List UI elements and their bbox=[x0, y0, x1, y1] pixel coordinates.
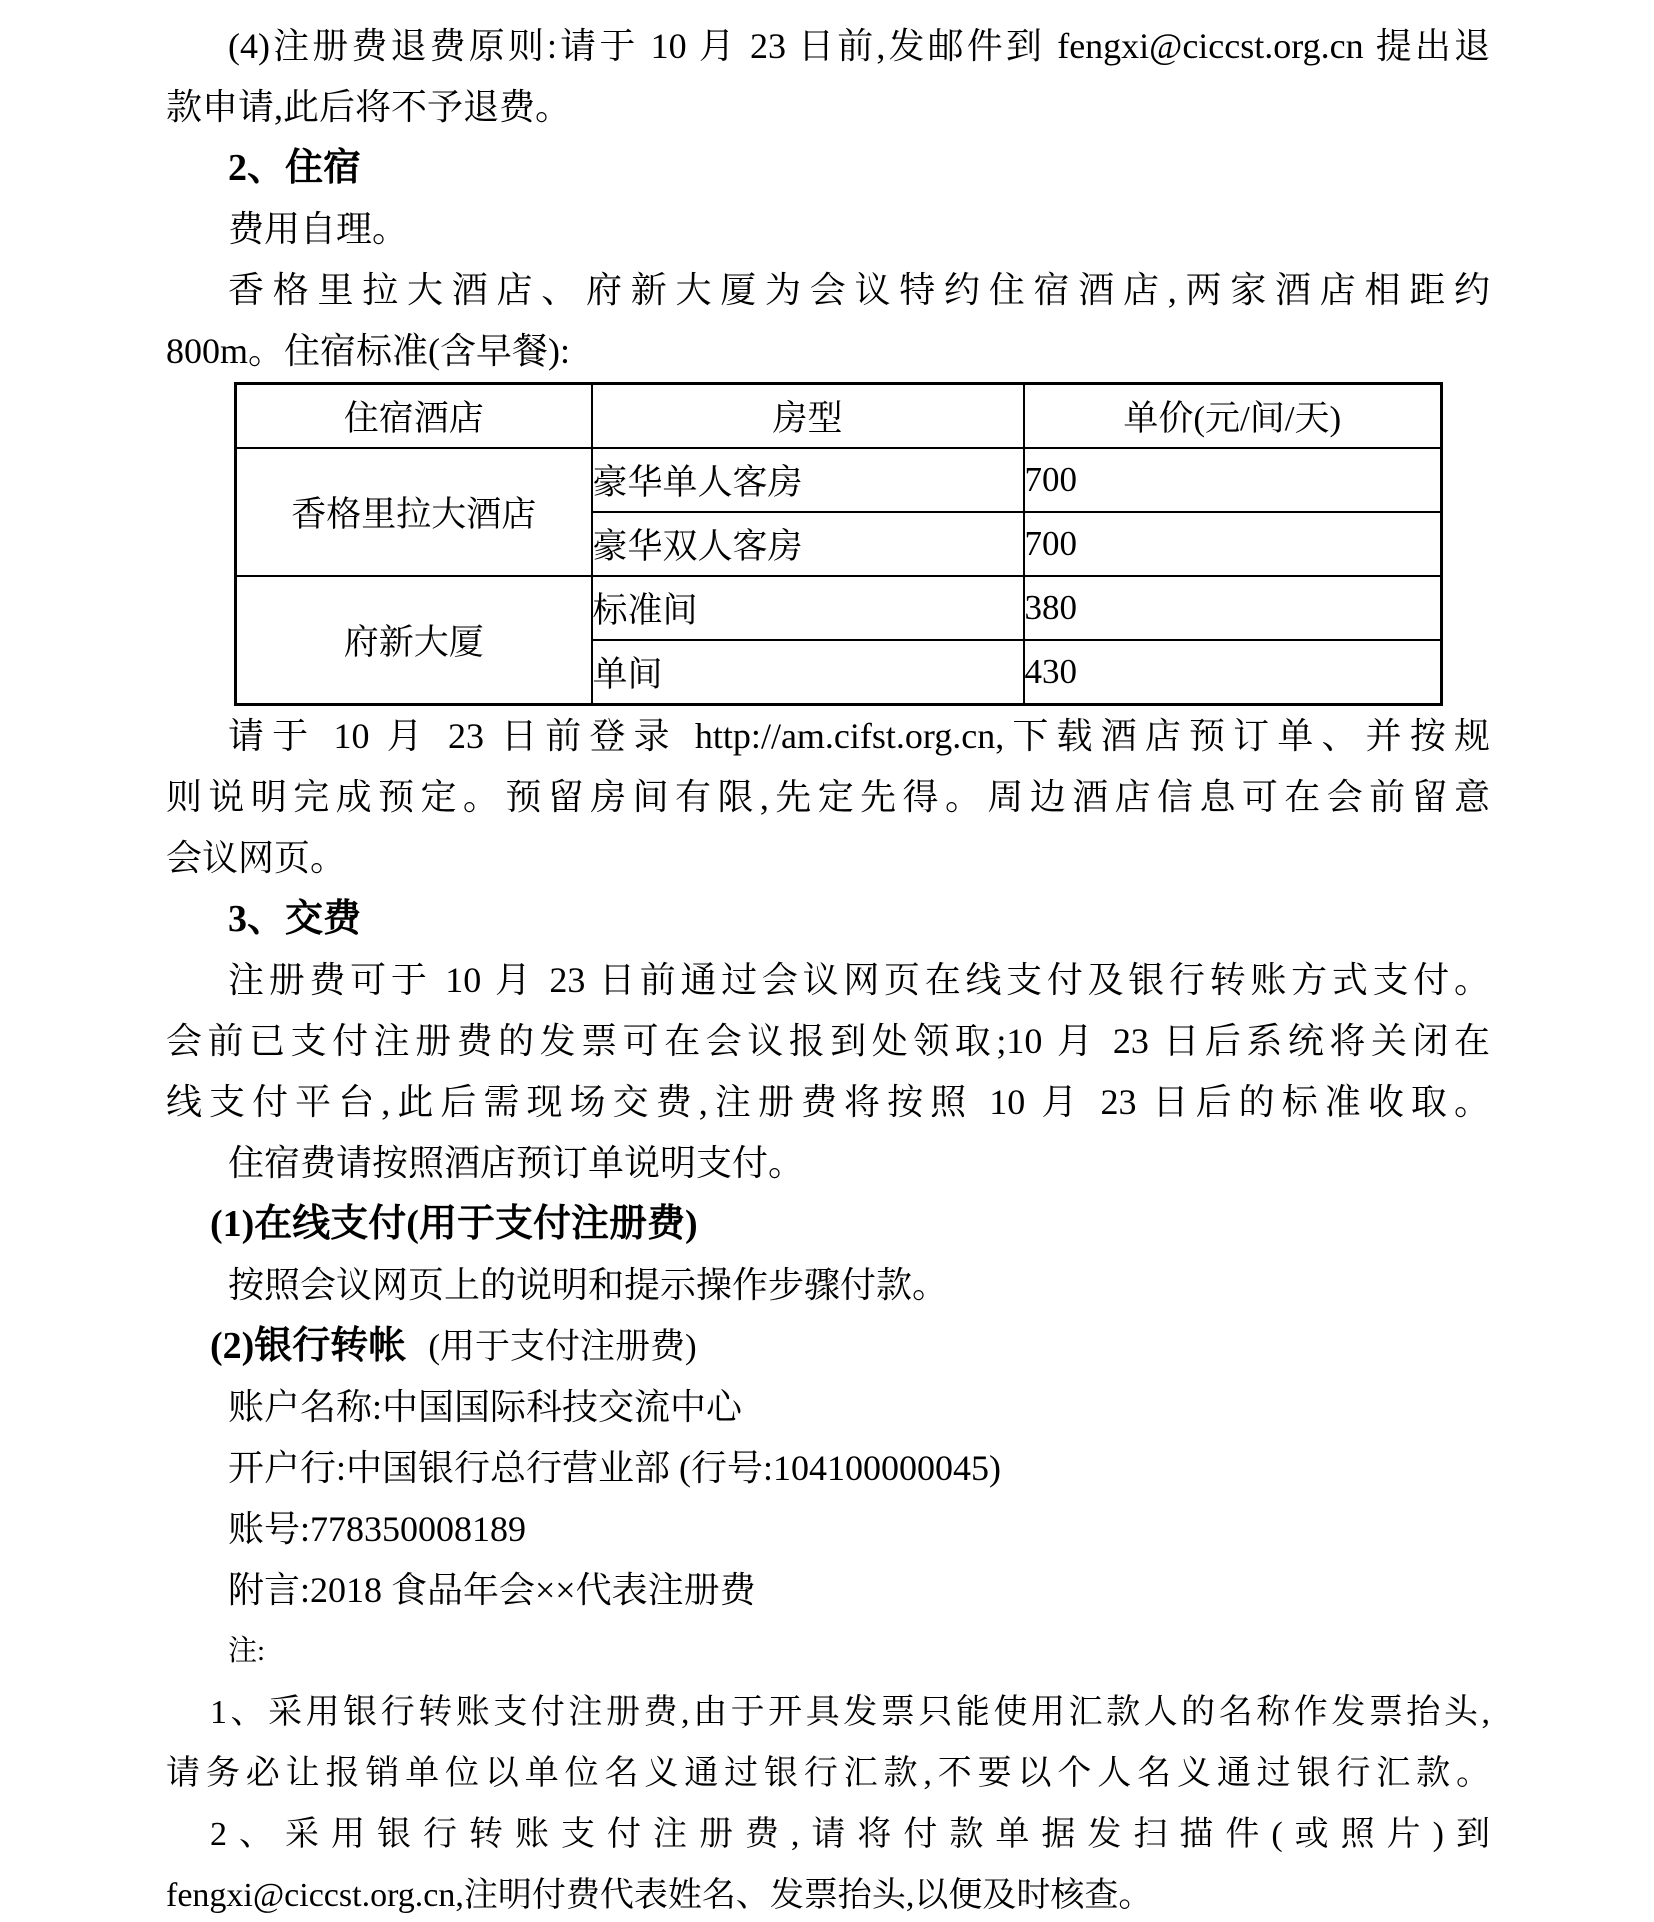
booking-line-2: 则说明完成预定。预留房间有限,先定先得。周边酒店信息可在会前留意 bbox=[166, 777, 1490, 817]
bank-branch-line: 开户行:中国银行总行营业部 (行号:104100000045) bbox=[228, 1448, 1001, 1488]
cell-room-single: 单间 bbox=[592, 640, 1024, 705]
booking-line-3: 会议网页。 bbox=[166, 838, 347, 878]
booking-line-1: 请于 10 月 23 日前登录 http://am.cifst.org.cn,下载酒店预订单、并按规 bbox=[228, 716, 1490, 756]
section-heading-accommodation: 2、住宿 bbox=[228, 147, 362, 189]
cell-room-deluxe-single: 豪华单人客房 bbox=[592, 448, 1024, 512]
bank-transfer-title: (2)银行转帐 bbox=[210, 1325, 407, 1367]
payment-line-1: 注册费可于 10 月 23 日前通过会议网页在线支付及银行转账方式支付。 bbox=[228, 960, 1490, 1000]
subheading-bank-transfer bbox=[166, 1316, 1490, 1377]
note-2-line-2: fengxi@ciccst.org.cn,注明付费代表姓名、发票抬头,以便及时核查。 bbox=[166, 1877, 1153, 1914]
hotel-intro-line-2: 800m。住宿标准(含早餐): bbox=[166, 331, 570, 371]
cell-price-single: 430 bbox=[1024, 640, 1442, 705]
online-payment-desc: 按照会议网页上的说明和提示操作步骤付款。 bbox=[228, 1265, 949, 1305]
payment-line-2: 会前已支付注册费的发票可在会议报到处领取;10 月 23 日后系统将关闭在 bbox=[166, 1021, 1490, 1061]
memo-line: 附言:2018 食品年会××代表注册费 bbox=[228, 1570, 756, 1610]
refund-policy-line-2: 款申请,此后将不予退费。 bbox=[166, 87, 572, 127]
table-row bbox=[236, 576, 1442, 640]
table-row bbox=[236, 448, 1442, 512]
cell-hotel-fuxin: 府新大厦 bbox=[236, 576, 592, 705]
header-hotel: 住宿酒店 bbox=[236, 384, 592, 449]
bank-transfer-subtitle: (用于支付注册费) bbox=[428, 1327, 697, 1366]
payment-line-3: 线支付平台,此后需现场交费,注册费将按照 10 月 23 日后的标准收取。 bbox=[166, 1082, 1490, 1122]
account-name-line: 账户名称:中国国际科技交流中心 bbox=[228, 1387, 743, 1427]
hotel-price-table bbox=[234, 382, 1443, 706]
refund-policy-line-1: (4)注册费退费原则:请于 10 月 23 日前,发邮件到 fengxi@ciccst.org.cn 提出退 bbox=[228, 26, 1490, 66]
self-pay-line: 费用自理。 bbox=[228, 209, 409, 249]
note-label: 注: bbox=[228, 1635, 266, 1667]
hotel-intro-line-1: 香格里拉大酒店、府新大厦为会议特约住宿酒店,两家酒店相距约 bbox=[228, 270, 1490, 310]
cell-hotel-shangrila: 香格里拉大酒店 bbox=[236, 448, 592, 576]
header-room: 房型 bbox=[592, 384, 1024, 449]
note-2-line-1: 2、采用银行转账支付注册费,请将付款单据发扫描件(或照片)到 bbox=[210, 1816, 1490, 1853]
account-number-line: 账号:778350008189 bbox=[228, 1509, 527, 1549]
table-header-row bbox=[236, 384, 1442, 449]
cell-room-standard: 标准间 bbox=[592, 576, 1024, 640]
cell-price-deluxe-single: 700 bbox=[1024, 448, 1442, 512]
section-heading-payment: 3、交费 bbox=[228, 898, 362, 940]
cell-price-standard: 380 bbox=[1024, 576, 1442, 640]
cell-room-deluxe-double: 豪华双人客房 bbox=[592, 512, 1024, 576]
cell-price-deluxe-double: 700 bbox=[1024, 512, 1442, 576]
header-price: 单价(元/间/天) bbox=[1024, 384, 1442, 449]
payment-hotel-line: 住宿费请按照酒店预订单说明支付。 bbox=[228, 1143, 805, 1183]
subheading-online-payment: (1)在线支付(用于支付注册费) bbox=[210, 1203, 698, 1245]
note-1-line-2: 请务必让报销单位以单位名义通过银行汇款,不要以个人名义通过银行汇款。 bbox=[166, 1755, 1490, 1792]
note-1-line-1: 1、采用银行转账支付注册费,由于开具发票只能使用汇款人的名称作发票抬头, bbox=[210, 1694, 1490, 1731]
